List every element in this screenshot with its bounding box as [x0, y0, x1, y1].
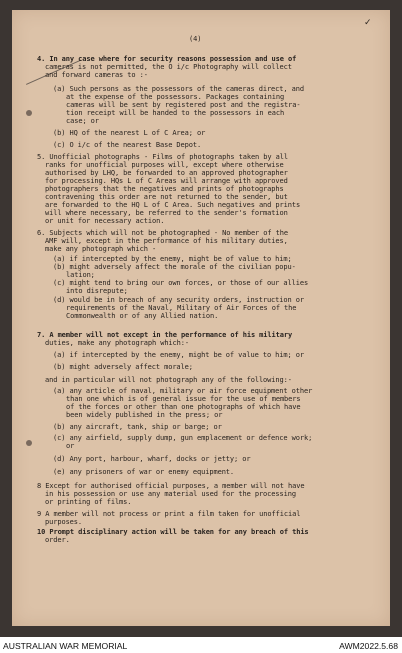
document-line: (e) any prisoners of war or enemy equipment. [53, 468, 235, 476]
document-line: for processing. HQs L of C Areas will arrange with approved [45, 177, 288, 185]
document-line: Commonwealth or of any Allied nation. [66, 312, 219, 320]
document-line: photographers that the negatives and prints of photographs [45, 185, 284, 193]
document-line: or [66, 442, 75, 450]
document-page [12, 10, 390, 626]
document-line: cameras is not permitted, the O i/c Photography will collect [45, 63, 292, 71]
document-line: (c) any airfield, supply dump, gun emplacement or defence work; [53, 434, 313, 442]
document-line: 5. Unofficial photographs - Films of photographs taken by all [37, 153, 288, 161]
document-line: (b) HQ of the nearest L of C Area; or [53, 129, 206, 137]
document-line: 7. A member will not except in the performance of his military [37, 331, 293, 339]
document-line: (a) Such persons as the possessors of the cameras direct, and [53, 85, 304, 93]
document-line: been widely published in the press; or [66, 411, 223, 419]
document-line: into disrepute; [66, 287, 128, 295]
footer-accession-number: AWM2022.5.68 [339, 641, 398, 651]
document-line: (d) would be in breach of any security orders, instruction or [53, 296, 304, 304]
document-line: lation; [66, 271, 95, 279]
document-line: requirements of the Naval, Military of Air Forces of the [66, 304, 297, 312]
document-line: are forwarded to the HQ L of C Area. Such negatives and prints [45, 201, 301, 209]
tick-mark: ✓ [364, 18, 372, 28]
document-line: or printing of films. [45, 498, 132, 506]
page-number: (4) [189, 35, 202, 43]
document-line: 9 A member will not process or print a film taken for unofficial [37, 510, 301, 518]
document-line: (b) might adversely affect morale; [53, 363, 193, 371]
document-line: purposes. [45, 518, 83, 526]
document-line: in his possession or use any material used for the processing [45, 490, 296, 498]
punch-hole [26, 110, 32, 116]
document-line: (b) might adversely affect the morale of the civilian popu- [53, 263, 296, 271]
document-line: 10 Prompt disciplinary action will be taken for any breach of this [37, 528, 309, 536]
document-line: (a) any article of naval, military or air force equipment other [53, 387, 313, 395]
document-line: (c) might tend to bring our own forces, or those of our allies [53, 279, 309, 287]
document-line: order. [45, 536, 70, 544]
footer-credit: AUSTRALIAN WAR MEMORIAL [3, 641, 128, 651]
document-line: at the expense of the possessors. Packages containing [66, 93, 285, 101]
document-line: case; or [66, 117, 99, 125]
document-line: 4. In any case where for security reasons possession and use of [37, 55, 297, 63]
document-line: will where necessary, be referred to the sender's formation [45, 209, 288, 217]
document-line: (d) Any port, harbour, wharf, docks or jetty; or [53, 455, 251, 463]
document-line: tion receipt will be handed to the possessors in each [66, 109, 285, 117]
punch-hole [26, 440, 32, 446]
document-line: cameras will be sent by registered post and the registra- [66, 101, 301, 109]
document-line: or unit for necessary action. [45, 217, 165, 225]
document-line: contravening this order are not returned to the sender, but [45, 193, 288, 201]
document-line: make any photograph which - [45, 245, 157, 253]
document-line: AMF will, except in the performance of his military duties, [45, 237, 288, 245]
document-line: authorised by LHQ, be forwarded to an approved photographer [45, 169, 288, 177]
document-line: (a) if intercepted by the enemy, might be of value to him; [53, 255, 292, 263]
document-line: duties, make any photograph which:- [45, 339, 190, 347]
document-line: and forward cameras to :- [45, 71, 148, 79]
document-line: 6. Subjects which will not be photographed - No member of the [37, 229, 288, 237]
document-line: 8 Except for authorised official purposes, a member will not have [37, 482, 305, 490]
document-line: (a) if intercepted by the enemy, might be of value to him; or [53, 351, 304, 359]
document-line: of the forces or other than one photographs of which have [66, 403, 301, 411]
document-line: (c) O i/c of the nearest Base Depot. [53, 141, 202, 149]
document-line: (b) any aircraft, tank, ship or barge; or [53, 423, 222, 431]
document-line: than one which is of general issue for the use of members [66, 395, 301, 403]
document-line: ranks for unofficial purposes will, except where otherwise [45, 161, 284, 169]
document-line: and in particular will not photograph any of the following:- [45, 376, 292, 384]
